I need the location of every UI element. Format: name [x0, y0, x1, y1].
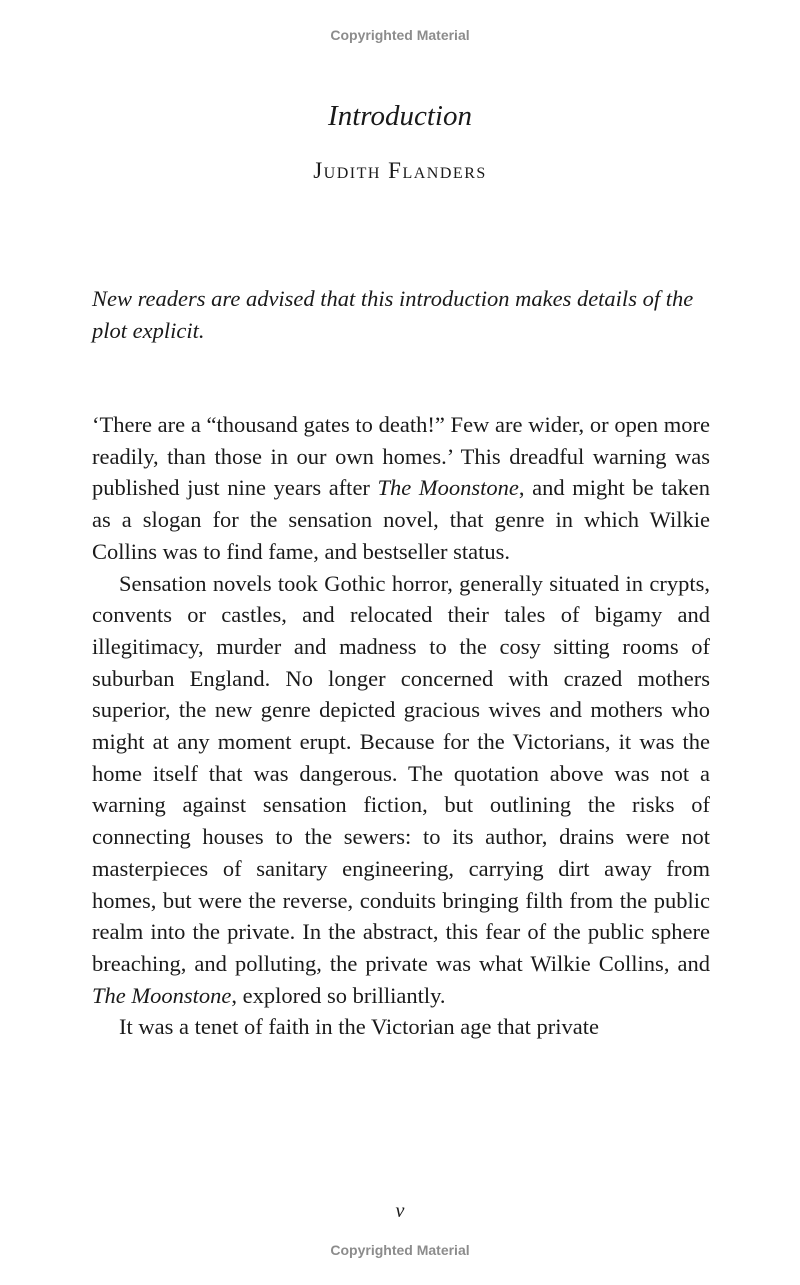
paragraph-2-text-b: , explored so brilliantly. — [231, 982, 446, 1008]
paragraph-1-text-a: ‘There are a “thousand gates to death!” Few are wider, or open more readily, than those in our own homes.’ This dreadful warning was published just nine years after — [92, 412, 710, 501]
chapter-title: Introduction — [328, 100, 472, 132]
page-number: v — [395, 1200, 405, 1222]
body-text — [92, 409, 710, 1043]
copyright-watermark-bottom: Copyrighted Material — [330, 1242, 470, 1258]
copyright-watermark-top: Copyrighted Material — [330, 27, 470, 43]
paragraph-1 — [92, 409, 710, 568]
spoiler-note: New readers are advised that this introduction makes details of the plot explicit. — [92, 286, 694, 343]
paragraph-2 — [92, 568, 710, 1012]
book-title-reference: The Moonstone — [377, 475, 519, 501]
paragraph-1-text-b: , and might be taken as a slogan for the sensation novel, that genre in which Wilkie Collins was to find fame, and bestseller status. — [92, 475, 710, 564]
paragraph-2-text-a: Sensation novels took Gothic horror, generally situated in crypts, convents or castles, and relocated their tales of bigamy and illegitimacy, murder and madness to the cosy sitting rooms of suburban England. No longer concerned with crazed mothers superior, the new genre depicted gracious wives and mothers who might at any moment erupt. Because for the Victorians, it was the home itself that was dangerous. The quotation above was not a warning against sensation fiction, but outlining the risks of connecting houses to the sewers: to its author, drains were not masterpieces of sanitary engineering, carrying dirt away from homes, but were the reverse, conduits bringing filth from the public realm into the private. In the abstract, this fear of the public sphere breaching, and polluting, the private was what Wilkie Collins, and — [92, 570, 710, 976]
author-name: Judith Flanders — [313, 158, 487, 183]
paragraph-3: It was a tenet of faith in the Victorian age that private — [119, 1014, 599, 1040]
book-title-reference: The Moonstone — [92, 982, 232, 1008]
